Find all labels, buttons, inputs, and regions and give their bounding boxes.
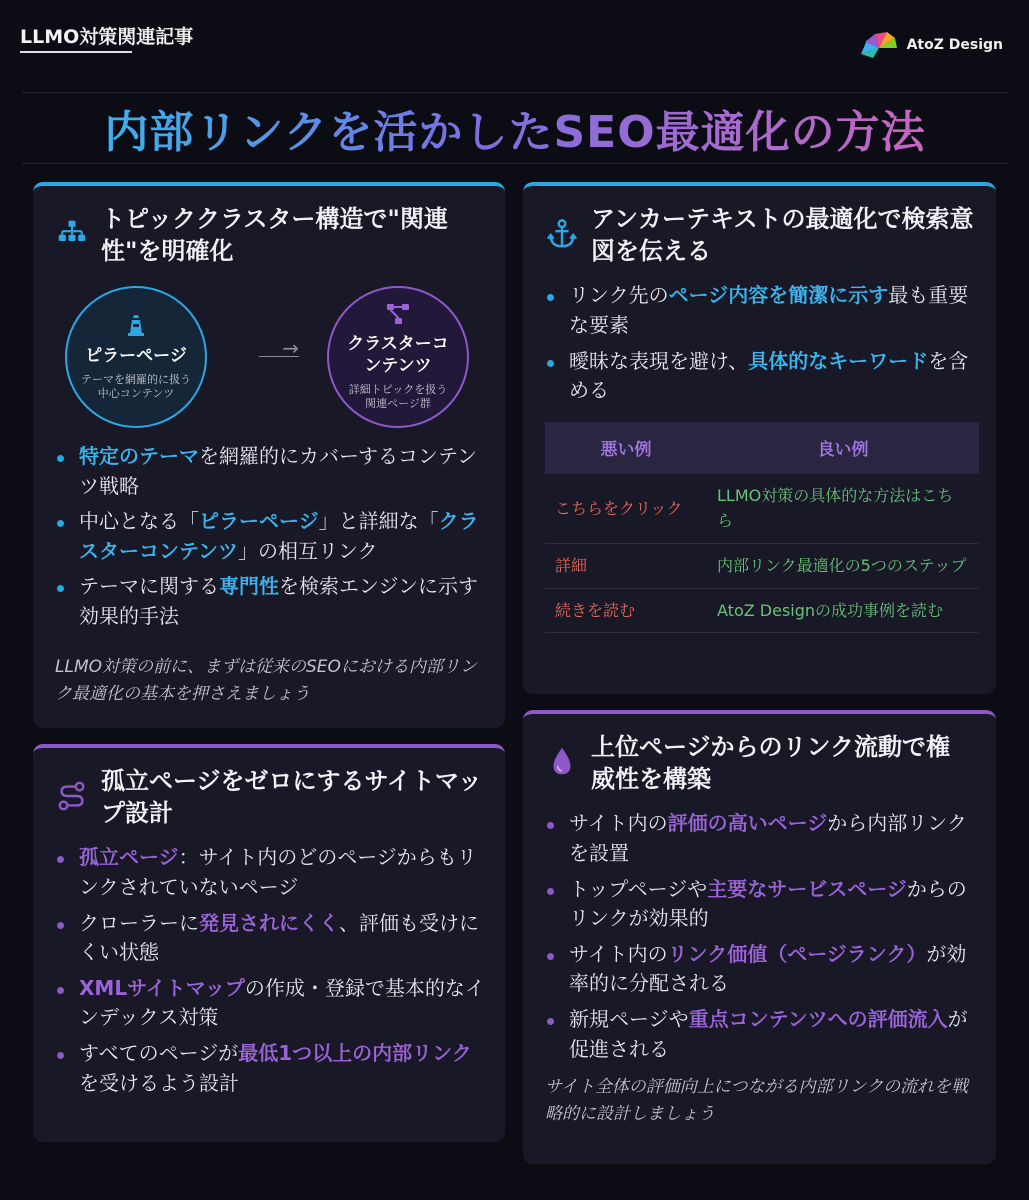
good-example: 内部リンク最適化の5つのステップ xyxy=(707,543,979,588)
list-item: 新規ページや重点コンテンツへの評価流入が促進される xyxy=(545,1005,977,1064)
good-example: AtoZ Designの成功事例を読む xyxy=(707,588,979,633)
list-item: 孤立ページ：サイト内のどのページからもリンクされていないページ xyxy=(55,843,485,902)
list-item: 特定のテーマを網羅的にカバーするコンテンツ戦略 xyxy=(55,442,485,501)
card-note: サイト全体の評価向上につながる内部リンクの流れを戦略的に設計しましょう xyxy=(545,1077,969,1125)
category-underline xyxy=(20,51,132,53)
list-item: サイト内の評価の高いページから内部リンクを設置 xyxy=(545,809,977,868)
list-item: リンク先のページ内容を簡潔に示す最も重要な要素 xyxy=(545,281,977,340)
card-topic-cluster xyxy=(33,182,505,728)
pillar-subtitle: テーマを網羅的に扱う中心コンテンツ xyxy=(81,372,191,401)
card-title: トピッククラスター構造で"関連性"を明確化 xyxy=(101,205,448,265)
card-title: 孤立ページをゼロにするサイトマップ設計 xyxy=(101,767,482,827)
anchor-icon xyxy=(545,218,579,250)
title-band xyxy=(22,92,1008,164)
cluster-subtitle: 詳細トピックを扱う関連ページ群 xyxy=(348,382,448,411)
list-item: XMLサイトマップの作成・登録で基本的なインデックス対策 xyxy=(55,974,485,1033)
card-title: 上位ページからのリンク流動で権威性を構築 xyxy=(591,733,951,793)
bad-example: こちらをクリック xyxy=(545,474,707,544)
list-item: テーマに関する専門性を検索エンジンに示す効果的手法 xyxy=(55,572,485,631)
brand[interactable] xyxy=(859,30,1003,60)
table-header-bad: 悪い例 xyxy=(545,422,707,474)
route-icon xyxy=(55,780,89,812)
good-example: LLMO対策の具体的な方法はこちら xyxy=(707,474,979,544)
card-orphan-pages xyxy=(33,744,505,1142)
bullet-list xyxy=(545,281,977,405)
anchor-example-table xyxy=(545,422,979,633)
bullet-list xyxy=(55,442,485,638)
arrow-connector: → xyxy=(259,340,299,357)
list-item: すべてのページが最低1つ以上の内部リンクを受けるよう設計 xyxy=(55,1039,485,1098)
card-title: アンカーテキストの最適化で検索意図を伝える xyxy=(591,205,974,265)
diagram-icon xyxy=(386,303,410,325)
list-item: クローラーに発見されにくく、評価も受けにくい状態 xyxy=(55,909,485,968)
pillar-title: ピラーページ xyxy=(85,345,187,366)
card-note: LLMO対策の前に、まずは従来のSEOにおける内部リンク最適化の基本を押さえましょう xyxy=(55,657,477,705)
cluster-circle xyxy=(327,286,469,428)
page-title: 内部リンクを活かしたSEO最適化の方法 xyxy=(104,96,925,160)
list-item: サイト内のリンク価値（ページランク）が効率的に分配される xyxy=(545,940,977,999)
brand-logo-icon xyxy=(859,30,899,60)
table-row xyxy=(545,543,979,588)
list-item: トップページや主要なサービスページからのリンクが効果的 xyxy=(545,875,977,934)
category-tag: LLMO対策関連記事 xyxy=(20,26,194,48)
list-item: 曖昧な表現を避け、具体的なキーワードを含める xyxy=(545,347,977,406)
cluster-title: クラスターコンテンツ xyxy=(347,333,449,376)
bullet-list xyxy=(55,843,485,1098)
bullet-list xyxy=(545,809,977,1064)
sitemap-icon xyxy=(55,218,89,248)
card-anchor-text xyxy=(523,182,996,694)
bad-example: 続きを読む xyxy=(545,588,707,633)
pillar-circle xyxy=(65,286,207,428)
droplet-icon xyxy=(545,746,579,778)
lighthouse-icon xyxy=(127,313,145,337)
table-header-good: 良い例 xyxy=(707,422,979,474)
bad-example: 詳細 xyxy=(545,543,707,588)
brand-name: AtoZ Design xyxy=(906,37,1003,53)
list-item: 中心となる「ピラーページ」と詳細な「クラスターコンテンツ」の相互リンク xyxy=(55,507,485,566)
table-row xyxy=(545,588,979,633)
card-link-flow xyxy=(523,710,996,1164)
table-row xyxy=(545,474,979,544)
